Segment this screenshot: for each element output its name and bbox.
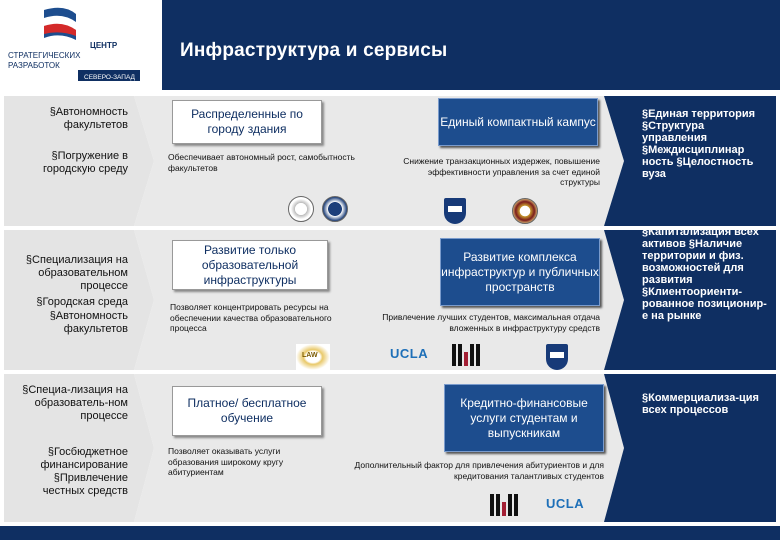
penn-shield-icon [444,198,466,224]
row-2-right-text: §Капитализация всех активов §Наличие территории и физ. возможностей для развития §Клиентоориенти-рованное позиционир-е на рынке [642,226,767,322]
row-3-box-credit: Кредитно-финансовые услуги студентам и выпускникам [444,384,604,452]
row-1-box-campus: Единый компактный кампус [438,98,598,146]
row-1-left-item-1: §Автономность факультетов [49,106,128,131]
university-seal-icon [288,196,314,222]
mit-logo-icon [452,344,480,366]
row-2-desc-complex: Привлечение лучших студентов, максимальная отдача вложенных в инфраструктуру средств [382,312,600,333]
logo-flag-icon [4,4,154,84]
row-3-right-text: §Коммерциализа-ция всех процессов [642,392,759,416]
title-band [162,0,780,90]
law-school-badge-icon [296,344,330,370]
row-2-left-item-1: §Специализация на образовательном процессе [25,254,128,292]
page-title: Инфраструктура и сервисы [180,40,448,61]
logo-text-strategic: СТРАТЕГИЧЕСКИХ [8,51,81,60]
row-1-desc-campus: Снижение транзакционных издержек, повышение эффективности управления за счет единой структуры [403,156,600,187]
footer-bar [0,526,780,540]
mit-logo-icon-2 [490,494,518,516]
row-3-left-item-3: §Привлечение честных средств [42,472,128,497]
penn-shield-icon-2 [546,344,568,370]
logo-text-development: РАЗРАБОТОК [8,61,60,70]
row-1-desc-distributed: Обеспечивает автономный рост, самобытность факультетов [168,152,355,173]
row-1-left-item-2: §Погружение в городскую среду [43,150,128,175]
row-2-box-education: Развитие только образовательной инфраструктуры [172,240,328,290]
row-2-box-complex: Развитие комплекса инфраструктур и публичных пространств [440,238,600,306]
row-3-box-tuition: Платное/ бесплатное обучение [172,386,322,436]
ucla-logo-2: UCLA [546,496,585,511]
university-gold-seal-icon [512,198,538,224]
row-2-left-item-3: §Автономность факультетов [49,310,128,335]
row-3-desc-credit: Дополнительный фактор для привлечения абитуриентов и для кредитования талантливых студентов [354,460,604,481]
row-2-left-item-2: §Городская среда [36,296,128,308]
logo [4,4,154,84]
logo-text-center: ЦЕНТР [90,41,118,50]
ucla-logo: UCLA [390,346,429,361]
row-3-left-item-2: §Госбюджетное финансирование [40,446,128,471]
logo-text-northwest: СЕВЕРО-ЗАПАД [84,74,135,81]
row-1-right-text: §Единая территория §Структура управления §Междисциплинар ность §Целостность вуза [642,108,756,180]
header [0,0,780,90]
row-2-desc-education: Позволяет концентрировать ресурсы на обеспечении качества образовательного процесса [170,302,332,333]
university-crest-icon [322,196,348,222]
row-3-left-item-1: §Специа-лизация на образователь-ном процессе [22,384,128,422]
row-3-desc-tuition: Позволяет оказывать услуги образования широкому кругу абитуриентам [168,446,284,477]
row-1-box-distributed: Распределенные по городу здания [172,100,322,144]
